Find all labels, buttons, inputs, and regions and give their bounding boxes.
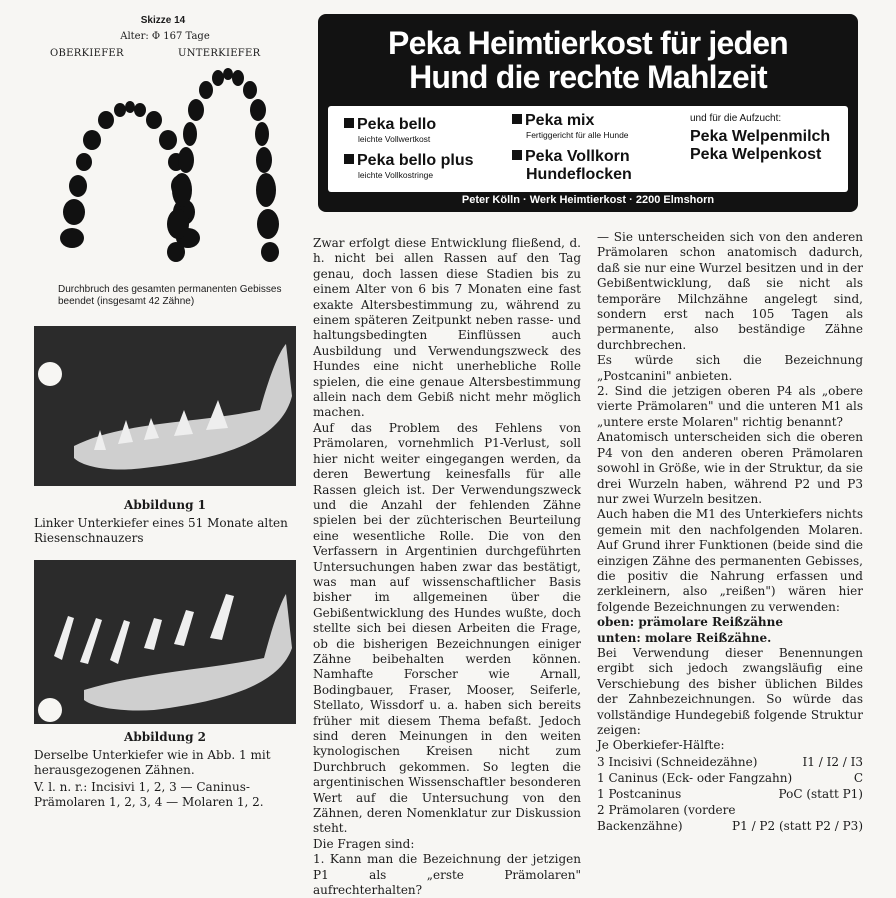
product-peka-vollkorn: Peka Vollkorn Hundeflocken [512, 148, 632, 184]
article-column-1 [313, 236, 581, 898]
table-row: 1 Caninus (Eck- oder Fangzahn) C [597, 770, 863, 785]
jaw-sketch [40, 62, 280, 282]
figure-2-title: Abbildung 2 [124, 730, 206, 744]
table-row: 1 Postcaninus PoC (statt P1) [597, 786, 863, 801]
col1-paragraph-3: Die Fragen sind: [313, 836, 415, 851]
product-peka-bello-plus: Peka bello plus leichte Vollkostringe [344, 152, 473, 180]
table-row: 2 Prämolaren (vordere [597, 802, 736, 817]
sketch-age: Alter: Φ 167 Tage [120, 31, 210, 42]
label-lower-jaw: UNTERKIEFER [178, 48, 261, 59]
col2-paragraph-2: Es würde sich die Bezeichnung „Postcanini" anbieten. [597, 353, 863, 383]
col2-paragraph-5: Auch haben die M1 des Unterkiefers nichts gemein mit den nachfolgenden Molaren. Auf Grund ihrer Funktionen (beide sind die einzigen Zähne des permanenten Gebisses, die positiv die Nahrung erfassen und zerkleinern, also „reißen") wären hier folgende Bezeichnungen zu verwenden: [597, 507, 863, 614]
col2-paragraph-8: Bei Verwendung dieser Benennungen ergibt sich jedoch zwangsläufig eine Verschiebung des bisher üblichen Bildes der Zahnbezeichnungen. So würde das vollständige Hundegebiß folgende Struktur zeigen: [597, 645, 863, 737]
col2-paragraph-3: 2. Sind die jetzigen oberen P4 als „obere vierte Prämolaren" und die unteren M1 als „untere erste Molaren" richtig benannt? [597, 384, 863, 429]
col1-paragraph-1: Zwar erfolgt diese Entwicklung fließend, d. h. nicht bei allen Rassen auf den Tag genau, doch lassen diese Stadien bis zu einem Alter von 6 bis 7 Monaten eine fast exakte Altersbestimmung zu, während zu einem späteren Zeitpunkt neben rasse- und haltungsbedingten Einflüssen auch Ausbildung und Verwendungszweck des Hundes eine nicht unerhebliche Rolle spielen, die eine genaue Altersbestimmung allein nach dem Gebiß nicht mehr möglich machen. [313, 236, 581, 420]
sketch-caption: Durchbruch des gesamten permanenten Gebisses beendet (insgesamt 42 Zähne) [58, 284, 282, 307]
figure-1-title: Abbildung 1 [124, 498, 206, 512]
col2-term-upper: oben: prämolare Reißzähne [597, 615, 783, 630]
col2-paragraph-1: — Sie unterscheiden sich von den anderen Prämolaren schon anatomisch dadurch, daß sie nur eine Wurzel besitzen und in der Gebißentwicklung, daß sie nicht als temporäre Milchzähne angelegt sind, sondern erst nach 105 Tagen als permanente, also beständige Zähne durchbrechen. [597, 230, 863, 352]
table-row: Backenzähne) P1 / P2 (statt P2 / P3) [597, 818, 863, 833]
figure-2-legend: V. l. n. r.: Incisivi 1, 2, 3 — Caninus-Prämolaren 1, 2, 3, 4 — Molaren 1, 2. [34, 780, 264, 809]
teeth-structure-table [597, 754, 863, 834]
col1-paragraph-4: 1. Kann man die Bezeichnung der jetzigen P1 als „erste Prämolaren" aufrechterhalten? [313, 852, 581, 898]
ad-headline: Peka Heimtierkost für jeden Hund die rechte Mahlzeit [388, 25, 788, 95]
table-row: 3 Incisivi (Schneidezähne) I1 / I2 / I3 [597, 754, 863, 769]
figure-1-photo [34, 326, 296, 486]
article-column-2 [597, 230, 863, 834]
col2-paragraph-4: Anatomisch unterscheiden sich die oberen P4 von den anderen oberen Prämolaren sowohl in Größe, wie in der Struktur, da sie drei Wurzeln haben, während P2 und P3 nur zwei Wurzeln besitzen. [597, 430, 863, 506]
figure-1-caption: Linker Unterkiefer eines 51 Monate alten Riesenschnauzers [34, 516, 288, 545]
label-upper-jaw: OBERKIEFER [50, 48, 124, 59]
col1-paragraph-2: Auf das Problem des Fehlens von Prämolaren, vornehmlich P1-Verlust, soll hier nicht weiter eingegangen werden, da deren Bewertung keinesfalls für alle Rassen gleich ist. Der Verwendungszweck und die Anzahl der fehlenden Zähne spielen bei der züchterischen Beurteilung eine wesentliche Rolle. Die von den Verfassern in Argentinien durchgeführten Untersuchungen haben zwar das bestätigt, was man auf wissenschaftlicher Basis bisher im allgemeinen über die Gebißentwicklung des Hundes wußte, doch stellte sich bei diesen Arbeiten die Frage, ob die bisherigen Bezeichnungen einiger Zähne beibehalten werden können. Namhafte Forscher wie Arnall, Bodingbauer, Fraser, Mooser, Seiferle, Stellato, Wissdorf u. a. haben sich bereits früher mit diesem Thema befaßt. Jedoch sind deren Meinungen in den weiten kynologischen Kreisen nicht zum Durchbruch gekommen. So legten die argentinischen Wissenschaftler besonderen Wert auf die Untersuchung von den Zähnen, deren Nomenklatur zur Diskussion steht. [313, 420, 581, 836]
ad-product-box [328, 106, 848, 192]
punch-hole [38, 362, 62, 386]
sketch-title: Skizze 14 [140, 15, 186, 26]
punch-hole [38, 698, 62, 722]
figure-2-photo [34, 560, 296, 724]
col2-paragraph-9: Je Oberkiefer-Hälfte: [597, 738, 725, 753]
figure-2-caption: Derselbe Unterkiefer wie in Abb. 1 mit herausgezogenen Zähnen. [34, 748, 271, 777]
col2-term-lower: unten: molare Reißzähne. [597, 630, 772, 645]
ad-footer: Peter Kölln · Werk Heimtierkost · 2200 Elmshorn [461, 194, 715, 206]
product-puppy-food: und für die Aufzucht: Peka Welpenmilch Peka Welpenkost [690, 113, 831, 163]
lower-jaw-drawing [167, 68, 279, 262]
product-peka-mix: Peka mix Fertiggericht für alle Hunde [512, 112, 629, 140]
peka-advertisement [318, 14, 858, 212]
product-peka-bello: Peka bello leichte Vollwertkost [344, 116, 436, 144]
